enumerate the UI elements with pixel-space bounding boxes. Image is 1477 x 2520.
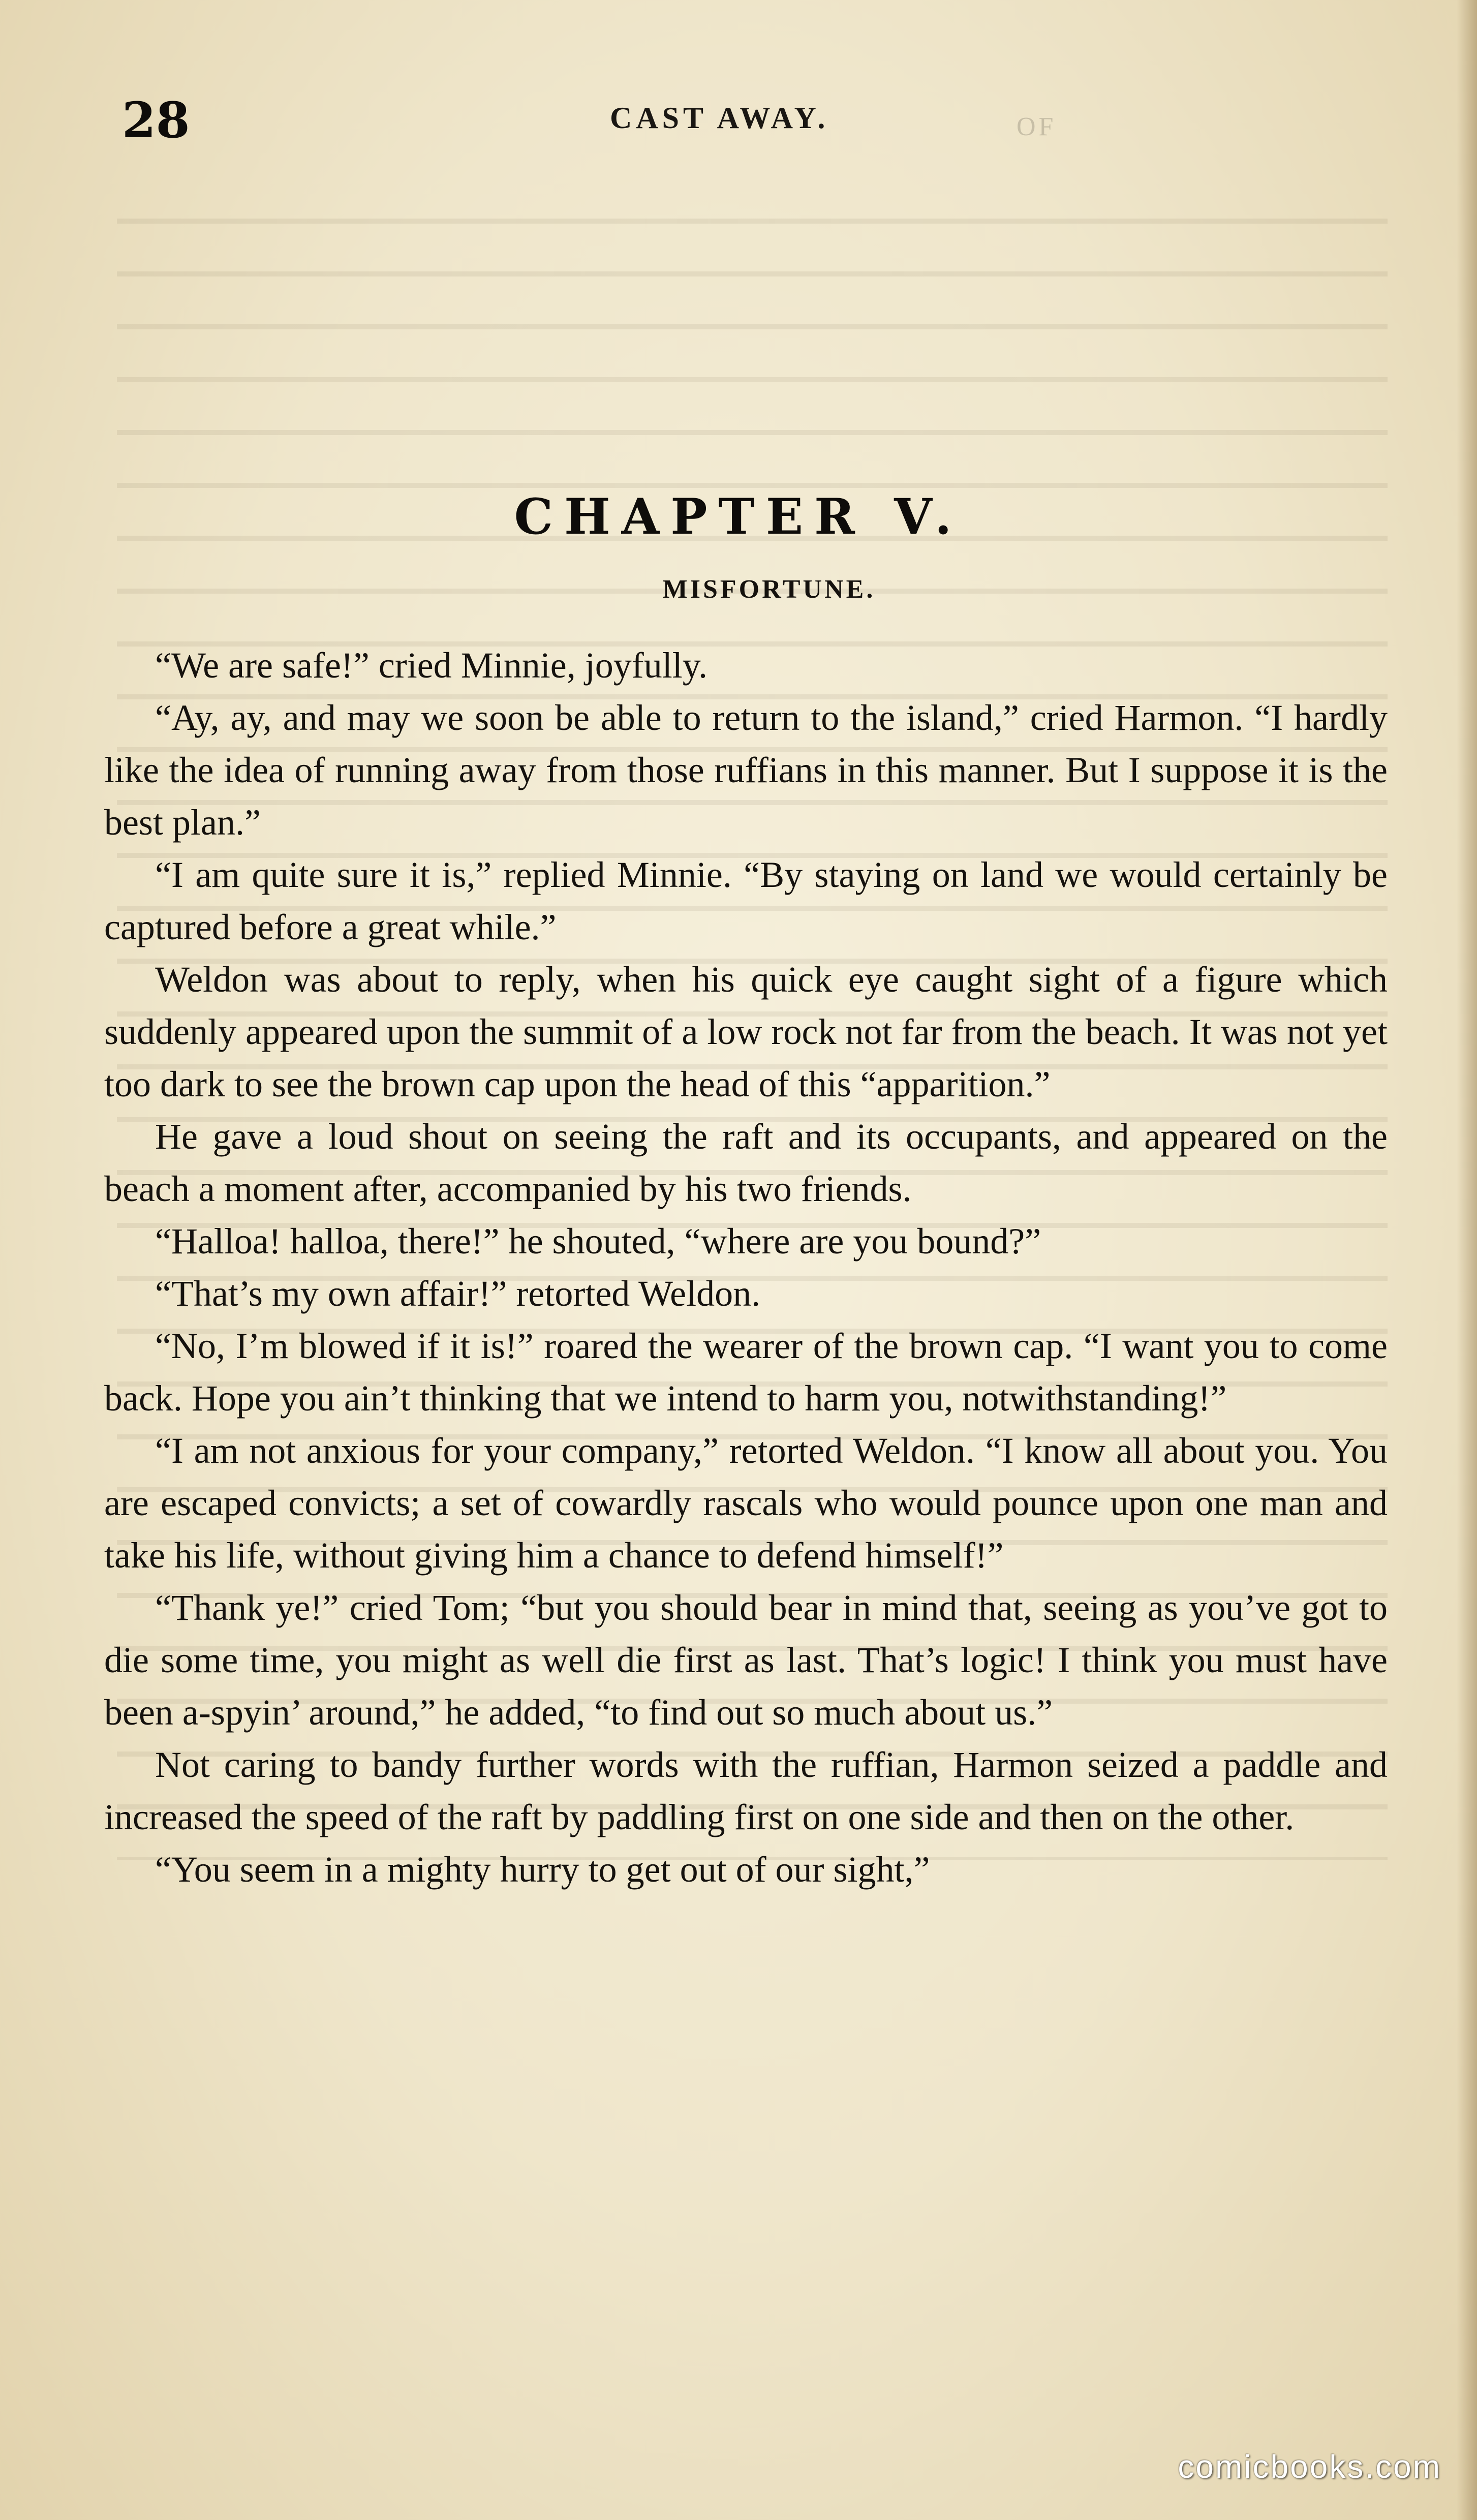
paragraph: He gave a loud shout on seeing the raft and its occupants, and appeared on the beach a moment after, accompanied by his two friends. [104, 1116, 1388, 1209]
page-number: 28 [122, 91, 190, 149]
paragraph: “Halloa! halloa, there!” he shouted, “where are you bound?” [155, 1221, 1041, 1262]
page-header [122, 91, 1372, 147]
watermark: comicbooks.com [1178, 2448, 1441, 2485]
paragraph: “I am not anxious for your company,” retorted Weldon. “I know all about you. You are escaped convicts; a set of cowardly rascals who would pounce upon one man and take his life, without giving him a chance to defend himself!” [104, 1430, 1388, 1576]
paragraph: “Thank ye!” cried Tom; “but you should bear in mind that, seeing as you’ve got to die some time, you might as well die first as last. That’s logic! I think you must have been a-spyin’ around,” he added, “to find out so much about us.” [104, 1587, 1388, 1733]
paragraph: “Ay, ay, and may we soon be able to return to the island,” cried Harmon. “I hardly like the idea of running away from those ruffians in this manner. But I suppose it is the best plan.” [104, 697, 1388, 843]
paragraph: “No, I’m blowed if it is!” roared the wearer of the brown cap. “I want you to come back. Hope you ain’t thinking that we intend to harm you, notwithstanding!” [104, 1326, 1388, 1419]
paragraph: “That’s my own affair!” retorted Weldon. [155, 1273, 761, 1314]
bleed-through-header: OF [1017, 112, 1057, 141]
paragraph: “I am quite sure it is,” replied Minnie. “By staying on land we would certainly be captured before a great while.” [104, 854, 1388, 947]
paragraph: “You seem in a mighty hurry to get out of our sight,” [155, 1849, 930, 1890]
chapter-subtitle: MISFORTUNE. [662, 575, 876, 604]
running-title: CAST AWAY. [610, 101, 829, 135]
paragraph: “We are safe!” cried Minnie, joyfully. [155, 645, 708, 686]
body-text [104, 639, 1388, 1896]
chapter-title: CHAPTER V. [514, 488, 963, 545]
paragraph: Not caring to bandy further words with the ruffian, Harmon seized a paddle and increased the speed of the raft by paddling first on one side and then on the other. [104, 1744, 1388, 1837]
paragraph: Weldon was about to reply, when his quick eye caught sight of a figure which suddenly appeared upon the summit of a low rock not far from the beach. It was not yet too dark to see the brown cap upon the head of this “apparition.” [104, 959, 1388, 1104]
page-edge-shadow [1457, 0, 1477, 2520]
